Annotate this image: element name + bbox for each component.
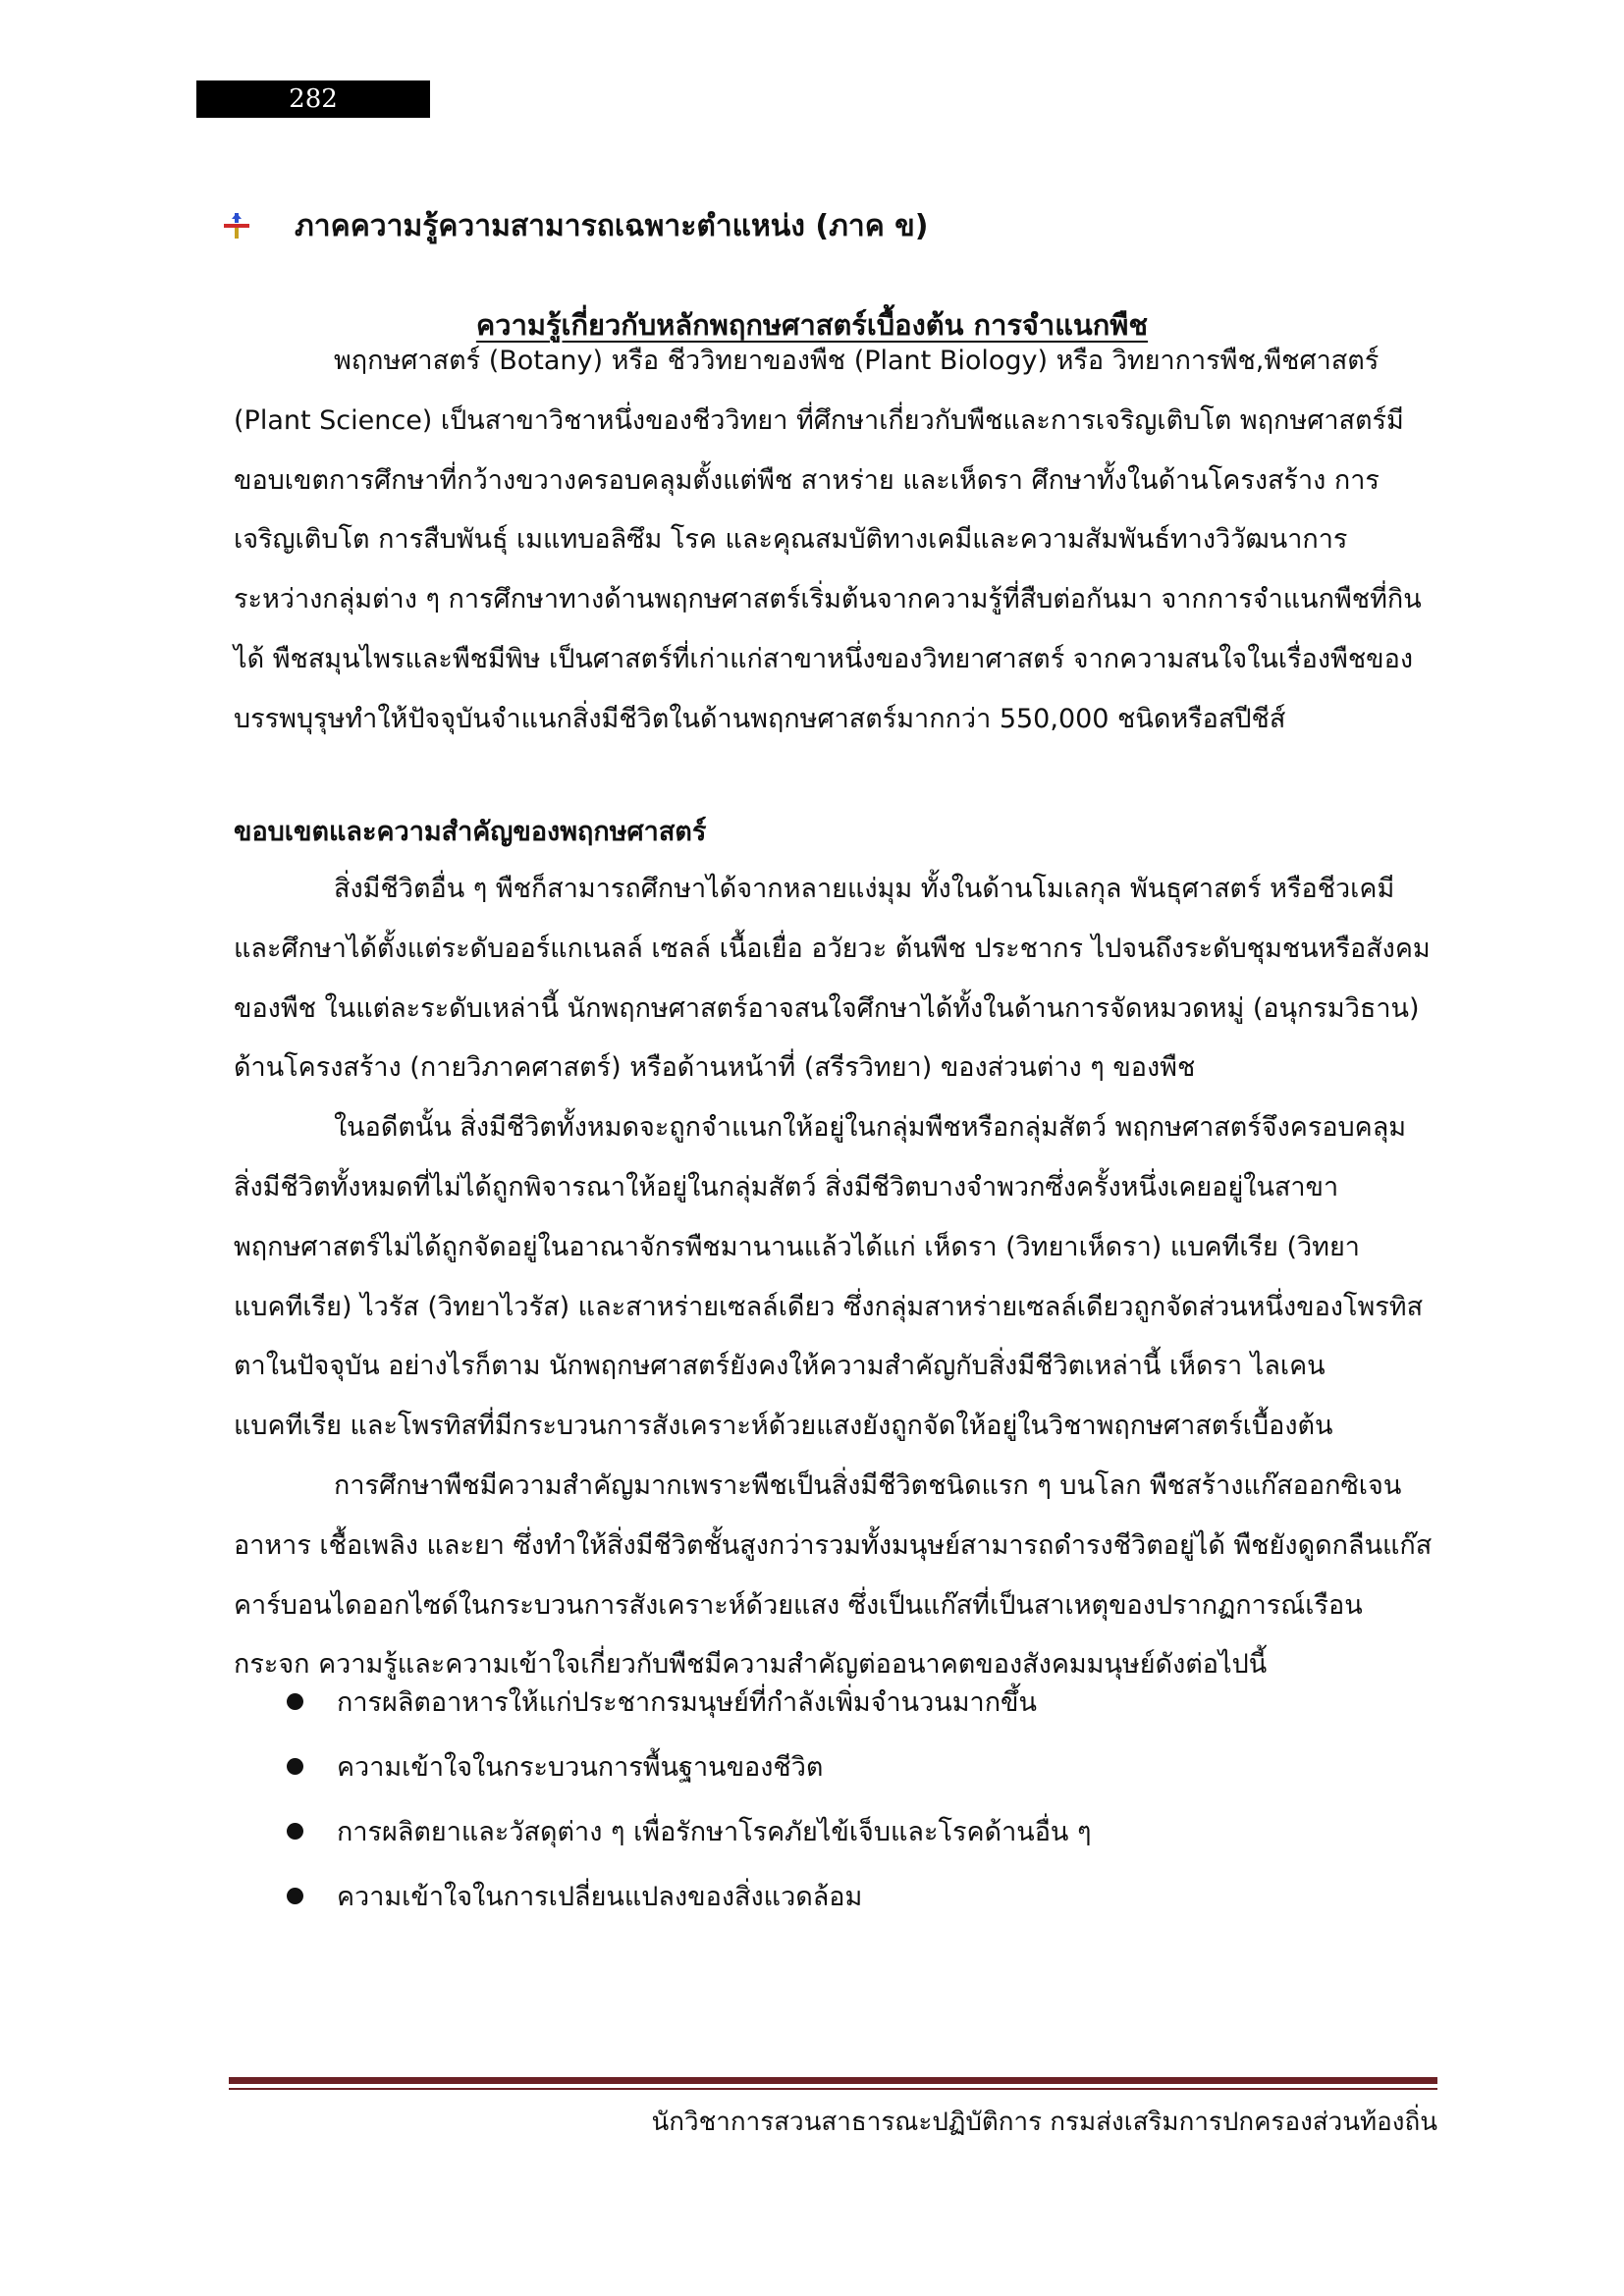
page-number: 282 <box>196 80 430 118</box>
section-title: ภาคความรู้ความสามารถเฉพาะตำแหน่ง (ภาค ข) <box>295 208 929 243</box>
scope-heading: ขอบเขตและความสำคัญของพฤกษศาสตร์ <box>234 817 707 847</box>
importance-list <box>287 1669 1367 1928</box>
list-item: ความเข้าใจในการเปลี่ยนแปลงของสิ่งแวดล้อม <box>287 1863 1367 1928</box>
scope-paragraph-1: สิ่งมีชีวิตอื่น ๆ พืชก็สามารถศึกษาได้จากหลายแง่มุม ทั้งในด้านโมเลกุล พันธุศาสตร์ หรือชีวเคมีและศึกษาได้ตั้งแต่ระดับออร์แกเนลล์ เซลล์ เนื้อเยื่อ อวัยวะ ต้นพืช ประชากร ไปจนถึงระดับชุมชนหรือสังคมของพืช ในแต่ละระดับเหล่านี้ นักพฤกษศาสตร์อาจสนใจศึกษาได้ทั้งในด้านการจัดหมวดหมู่ (อนุกรมวิธาน) ด้านโครงสร้าง (กายวิภาคศาสตร์) หรือด้านหน้าที่ (สรีรวิทยา) ของส่วนต่าง ๆ ของพืช <box>234 874 1431 1084</box>
bullet-dot-icon <box>287 1693 303 1710</box>
list-item: การผลิตอาหารให้แก่ประชากรมนุษย์ที่กำลังเพิ่มจำนวนมากขึ้น <box>287 1669 1367 1734</box>
bullet-dot-icon <box>287 1758 303 1775</box>
footer-rule-thin <box>229 2088 1437 2090</box>
scope-paragraph-3: การศึกษาพืชมีความสำคัญมากเพราะพืชเป็นสิ่งมีชีวิตชนิดแรก ๆ บนโลก พืชสร้างแก๊สออกซิเจน อาหาร เชื้อเพลิง และยา ซึ่งทำให้สิ่งมีชีวิตชั้นสูงกว่ารวมทั้งมนุษย์สามารถดำรงชีวิตอยู่ได้ พืชยังดูดกลืนแก๊สคาร์บอนไดออกไซด์ในกระบวนการสังเคราะห์ด้วยแสง ซึ่งเป็นแก๊สที่เป็นสาเหตุของปรากฏการณ์เรือนกระจก ความรู้และความเข้าใจเกี่ยวกับพืชมีความสำคัญต่ออนาคตของสังคมมนุษย์ดังต่อไปนี้ <box>234 1469 1433 1681</box>
section-header <box>224 204 928 247</box>
footer-rule <box>229 2077 1437 2084</box>
topic-title: ความรู้เกี่ยวกับหลักพฤกษศาสตร์เบื้องต้น การจำแนกพืช <box>475 308 1149 342</box>
list-item: การผลิตยาและวัสดุต่าง ๆ เพื่อรักษาโรคภัยไข้เจ็บและโรคด้านอื่น ๆ <box>287 1798 1367 1863</box>
bullet-dot-icon <box>287 1823 303 1840</box>
footer-text: นักวิชาการสวนสาธารณะปฏิบัติการ กรมส่งเสริมการปกครองส่วนท้องถิ่น <box>651 2108 1437 2137</box>
intro-section <box>234 332 1434 750</box>
cross-arrow-icon <box>224 213 249 239</box>
scope-section <box>234 860 1434 1695</box>
scope-paragraph-2: ในอดีตนั้น สิ่งมีชีวิตทั้งหมดจะถูกจำแนกให้อยู่ในกลุ่มพืชหรือกลุ่มสัตว์ พฤกษศาสตร์จึงครอบคลุมสิ่งมีชีวิตทั้งหมดที่ไม่ได้ถูกพิจารณาให้อยู่ในกลุ่มสัตว์ สิ่งมีชีวิตบางจำพวกซึ่งครั้งหนึ่งเคยอยู่ในสาขาพฤกษศาสตร์ไม่ได้ถูกจัดอยู่ในอาณาจักรพืชมานานแล้วได้แก่ เห็ดรา (วิทยาเห็ดรา) แบคทีเรีย (วิทยาแบคทีเรีย) ไวรัส (วิทยาไวรัส) และสาหร่ายเซลล์เดียว ซึ่งกลุ่มสาหร่ายเซลล์เดียวถูกจัดส่วนหนึ่งของโพรทิสตาในปัจจุบัน อย่างไรก็ตาม นักพฤกษศาสตร์ยังคงให้ความสำคัญกับสิ่งมีชีวิตเหล่านี้ เห็ดรา ไลเคน แบคทีเรีย และโพรทิสที่มีกระบวนการสังเคราะห์ด้วยแสงยังถูกจัดให้อยู่ในวิชาพฤกษศาสตร์เบื้องต้น <box>234 1112 1424 1442</box>
intro-paragraph: พฤกษศาสตร์ (Botany) หรือ ชีววิทยาของพืช (Plant Biology) หรือ วิทยาการพืช,พืชศาสตร์ (Plant Science) เป็นสาขาวิชาหนึ่งของชีววิทยา ที่ศึกษาเกี่ยวกับพืชและการเจริญเติบโต พฤกษศาสตร์มีขอบเขตการศึกษาที่กว้างขวางครอบคลุมตั้งแต่พืช สาหร่าย และเห็ดรา ศึกษาทั้งในด้านโครงสร้าง การเจริญเติบโต การสืบพันธุ์ เมแทบอลิซึม โรค และคุณสมบัติทางเคมีและความสัมพันธ์ทางวิวัฒนาการระหว่างกลุ่มต่าง ๆ การศึกษาทางด้านพฤกษศาสตร์เริ่มต้นจากความรู้ที่สืบต่อกันมา จากการจำแนกพืชที่กินได้ พืชสมุนไพรและพืชมีพิษ เป็นศาสตร์ที่เก่าแก่สาขาหนึ่งของวิทยาศาสตร์ จากความสนใจในเรื่องพืชของบรรพบุรุษทำให้ปัจจุบันจำแนกสิ่งมีชีวิตในด้านพฤกษศาสตร์มากกว่า 550,000 ชนิดหรือสปีชีส์ <box>234 346 1422 734</box>
bullet-dot-icon <box>287 1888 303 1904</box>
list-item: ความเข้าใจในกระบวนการพื้นฐานของชีวิต <box>287 1734 1367 1798</box>
